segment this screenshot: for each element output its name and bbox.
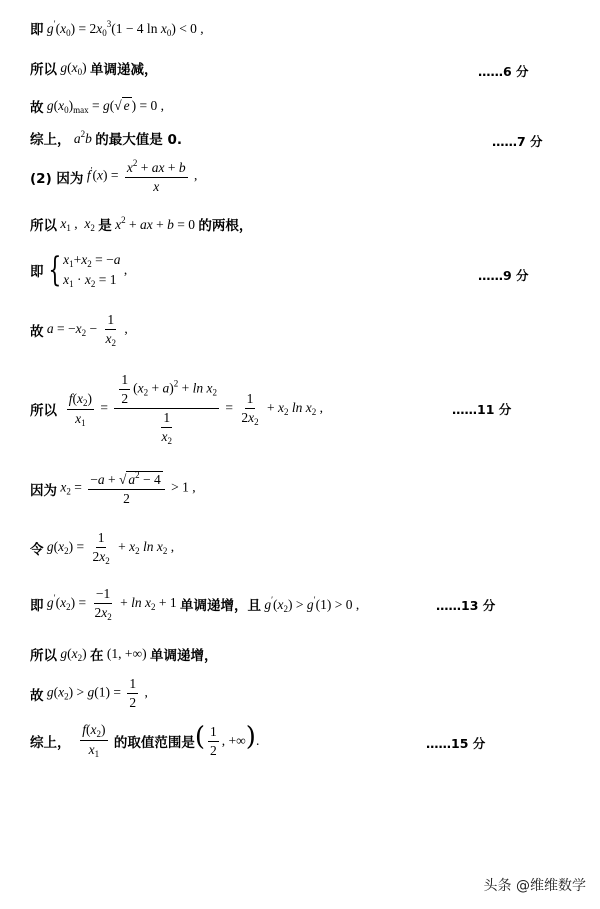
- solution-line-5: [30, 158, 197, 195]
- formula-roots: $x_1$ , $x_2$: [60, 215, 95, 233]
- formula-g-max: $g(x_0)_{max} = g(√$ e ) = 0 ,: [46, 97, 165, 115]
- formula-a-expr: $a = -x_2$ − $\frac{1}{x_2}$ ,: [46, 312, 128, 348]
- solution-line-13: [30, 644, 217, 664]
- formula-ratio: $\frac{f(x_2)}{x_1}$ = $\frac{1}{2}$ $(x_2 + a)^2 + \ln x_2$ $\frac{1}{x_2}$ = $\frac{1}{2x_2}$ + $x_2$ $\ln x_2$ ,: [68, 372, 324, 446]
- watermark: 头条 @维维数学: [483, 878, 586, 894]
- text-suoyi-2: 所以: [30, 218, 57, 234]
- solution-line-10: [30, 470, 196, 507]
- score-13: ……13 分: [436, 598, 496, 613]
- formula-g-x0: $g(x_0)$: [60, 59, 90, 77]
- solution-line-3: [30, 96, 164, 116]
- formula-g-prime-x0: $g'(x_0) = 2x_0^3(1 - 4$ $\ln x_0) < 0$ ,: [46, 18, 204, 38]
- text-ji: 即: [30, 22, 44, 38]
- text-gu: 故: [30, 100, 44, 116]
- solution-line-12: [30, 586, 359, 622]
- formula-g-prime-x2: $g'(x_2)$ = $\frac{-1}{2x_2}$ + $\ln x_2 + 1$: [46, 586, 180, 622]
- text-zongshang: 综上，: [30, 132, 71, 148]
- formula-system: { $x_1+x_2 = -a$ $x_1 \cdot x_2 = 1$ ,: [47, 250, 128, 290]
- formula-quadratic: $x^2$ + ax + b = 0: [115, 215, 199, 232]
- text-suoyi-4: 所以: [30, 648, 57, 664]
- score-15: ……15 分: [426, 736, 486, 751]
- formula-g-prime-ineq: $g'(x_2) > g'(1) > 0$ ,: [264, 594, 360, 614]
- solution-line-8: [30, 312, 128, 348]
- solution-line-4: [30, 128, 182, 148]
- text-dan-zeng: 单调递增，: [149, 648, 218, 664]
- text-zongshang-2: 综上，: [30, 734, 71, 751]
- text-yinwei: 因为: [30, 482, 57, 499]
- formula-interval: (1, +∞): [103, 646, 150, 661]
- text-shi: 是: [98, 218, 112, 234]
- formula-g-ineq: $g(x_2) > g(1)$ = $\frac{1}{2}$ ,: [46, 676, 148, 710]
- solution-line-1: [30, 18, 204, 38]
- solution-line-11: [30, 530, 174, 566]
- text-zai: 在: [90, 648, 104, 664]
- text-suoyi: 所以: [30, 62, 57, 78]
- text-gu-3: 故: [30, 687, 44, 704]
- solution-line-14: [30, 676, 148, 711]
- score-11: ……11 分: [452, 402, 512, 417]
- text-dan-zeng-qie: 单调递增，且: [179, 598, 261, 614]
- formula-g-def: $g(x_2)$ = $\frac{1}{2x_2}$ + $x_2$ $\ln x_2$ ,: [46, 530, 175, 566]
- text-liang-gen: 的两根，: [198, 218, 253, 234]
- score-9: ……9 分: [478, 268, 529, 283]
- formula-final-ratio: $\frac{f(x_2)}{x_1}$: [82, 722, 106, 760]
- solution-line-7: [30, 250, 127, 290]
- score-6: ……6 分: [478, 64, 529, 79]
- text-ji-3: 即: [30, 598, 44, 614]
- text-max-val: 的最大值是 0.: [95, 132, 182, 148]
- text-qu-zhi: 的取值范围是: [113, 734, 195, 751]
- text-suoyi-3: 所以: [30, 403, 57, 419]
- formula-f-prime: f′(x) = $\frac{x^2 + ax + b}{x}$ ,: [86, 158, 198, 194]
- solution-line-6: [30, 214, 252, 234]
- text-part2: (2) 因为: [30, 170, 84, 187]
- text-gu-2: 故: [30, 324, 44, 340]
- score-7: ……7 分: [492, 134, 543, 149]
- solution-line-2: [30, 58, 158, 78]
- solution-line-15: [30, 722, 259, 759]
- text-ji-2: 即: [30, 264, 44, 280]
- formula-final-range: ( $\frac{1}{2}$ , +∞).: [194, 722, 260, 759]
- formula-x2-root: $x_2$ = $\frac{-a + √ a^2 - 4}{2}$ > 1 ,: [60, 470, 196, 506]
- text-dan-jian: 单调递减，: [90, 62, 158, 78]
- solution-line-9: [30, 372, 323, 446]
- text-ling: 令: [30, 542, 44, 558]
- formula-g-x2: $g(x_2)$: [60, 645, 90, 663]
- formula-a2b: $a^2b$: [73, 129, 92, 146]
